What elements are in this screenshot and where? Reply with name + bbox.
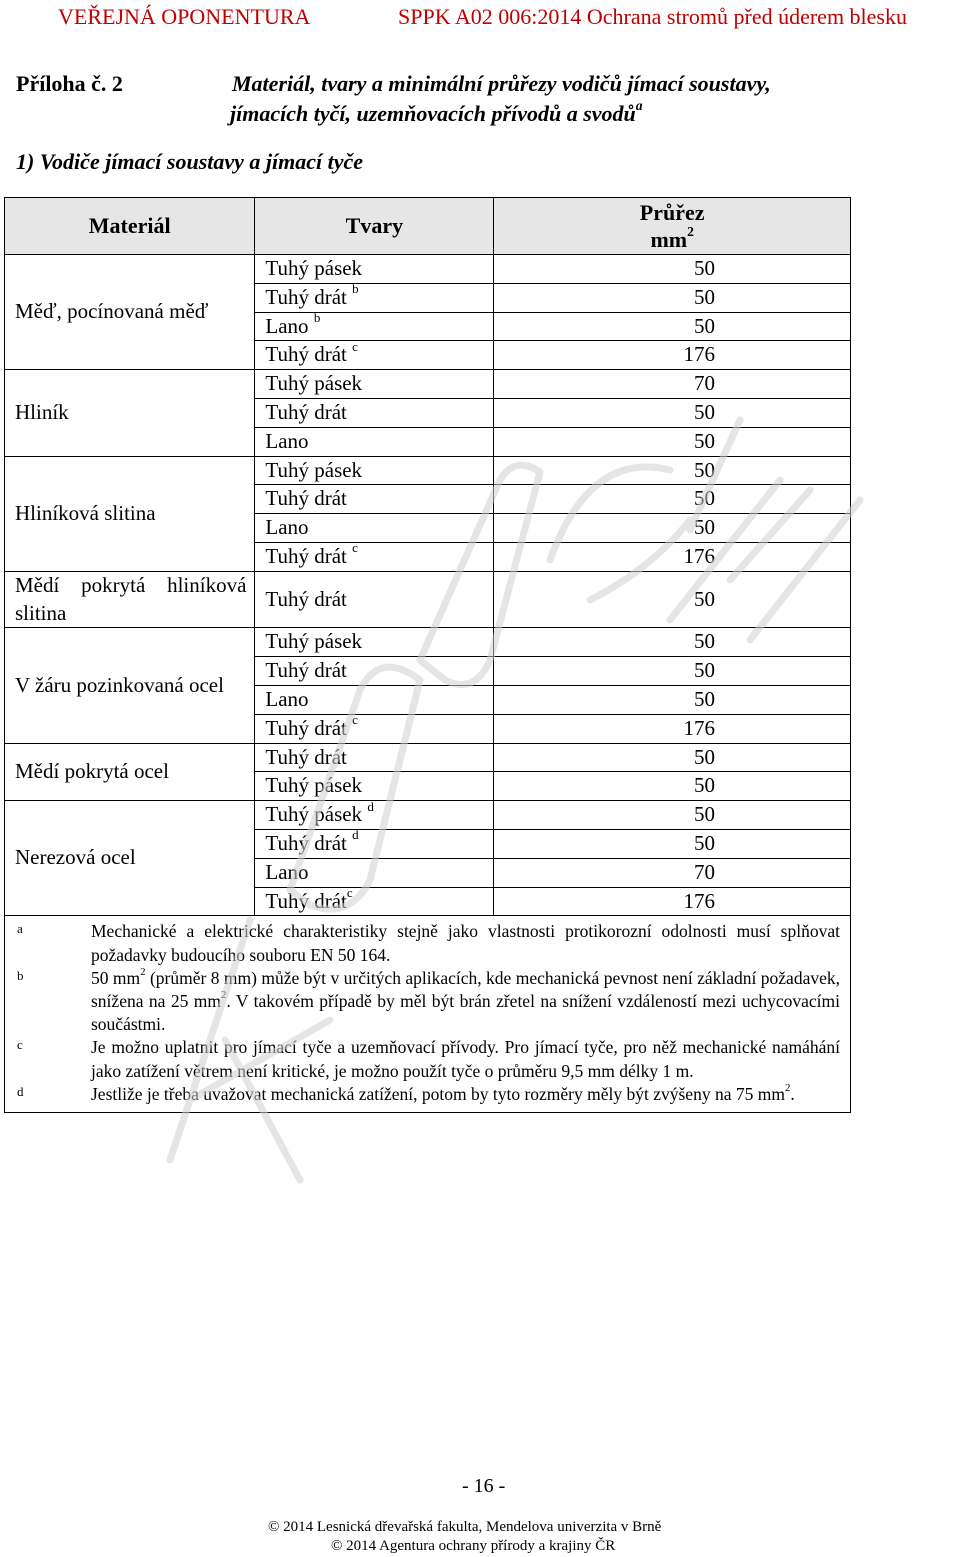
footnote-item	[17, 967, 840, 1037]
header-cross-section-unit: mm	[650, 227, 688, 252]
material-cell: Nerezová ocel	[5, 801, 255, 916]
material-cell: Hliník	[5, 370, 255, 456]
header-material: Materiál	[5, 198, 255, 255]
footer-line1: © 2014 Lesnická dřevařská fakulta, Mendelova univerzita v Brně	[268, 1519, 662, 1535]
footnote-marker: c	[17, 1037, 23, 1053]
cross-section-value: 50	[494, 312, 851, 341]
footer-line2: © 2014 Agentura ochrany přírody a krajiny ČR	[331, 1538, 616, 1554]
shape-cell	[255, 514, 494, 543]
footnote-text-part: 50 mm	[91, 967, 141, 988]
material-cell: Mědí pokrytá ocel	[5, 743, 255, 801]
table-row	[5, 571, 851, 628]
header-right: SPPK A02 006:2014 Ochrana stromů před úderem blesku	[398, 4, 907, 29]
footnote-mark: b	[313, 310, 321, 325]
shape-cell	[255, 398, 494, 427]
annex-label: Příloha č. 2	[16, 71, 123, 96]
shape-label: Lano	[265, 428, 309, 453]
shape-label: Lano	[265, 515, 309, 540]
shape-cell	[255, 427, 494, 456]
shape-cell	[255, 772, 494, 801]
table-header-row	[5, 198, 851, 255]
cross-section-value: 50	[494, 571, 851, 628]
shape-cell	[255, 485, 494, 514]
footnote-text-part: Jestliže je třeba uvažovat mechanická zatížení, potom by tyto rozměry měly být zvýšeny na 75 mm	[91, 1083, 785, 1104]
footnote-mark: b	[352, 281, 359, 297]
cross-section-value: 50	[494, 657, 851, 686]
footnote-text-part: (průměr 8 mm) může být v určitých aplikacích, kde mechanická pevnost není základní požadavek, snížena na 25 mm	[91, 967, 840, 1011]
footnote-mark: c	[352, 540, 358, 556]
superscript: 2	[140, 965, 146, 978]
shape-label: Tuhý drát	[265, 342, 347, 367]
table-row	[5, 743, 851, 772]
header-cross-section-label: Průřez	[639, 200, 705, 225]
footnote-marker: b	[17, 967, 24, 983]
footnote-text-part: .	[790, 1083, 795, 1104]
cross-section-value: 176	[494, 542, 851, 571]
shape-cell	[255, 312, 494, 341]
footnote-mark: d	[352, 827, 359, 843]
shape-label: Tuhý drát	[265, 888, 347, 913]
cross-section-value: 50	[494, 283, 851, 312]
table-row	[5, 255, 851, 284]
superscript: 2	[220, 988, 227, 1001]
footnote-text	[91, 967, 840, 1037]
shape-label: Lano	[265, 686, 309, 711]
shape-label: Tuhý drát	[265, 658, 347, 683]
shape-cell	[255, 714, 494, 743]
shape-label: Lano	[265, 859, 309, 884]
shape-label: Tuhý pásek	[265, 371, 363, 396]
materials-table	[4, 197, 851, 1113]
cross-section-value: 50	[494, 772, 851, 801]
footnote-marker: a	[17, 921, 23, 937]
table-row	[5, 801, 851, 830]
cross-section-value: 50	[494, 456, 851, 485]
shape-cell	[255, 685, 494, 714]
shape-label: Tuhý drát	[265, 486, 347, 511]
section-heading: 1) Vodiče jímací soustavy a jímací tyče	[16, 149, 364, 174]
footnote-mark: c	[352, 338, 358, 354]
cross-section-value: 50	[494, 801, 851, 830]
shape-label: Tuhý pásek	[265, 629, 363, 654]
header-left: VEŘEJNÁ OPONENTURA	[58, 4, 311, 29]
shape-cell	[255, 255, 494, 284]
footnote-item	[17, 920, 840, 966]
shape-cell	[255, 798, 494, 830]
shape-label: Lano	[265, 313, 309, 338]
header-cross-section	[494, 198, 851, 255]
cross-section-value: 70	[494, 858, 851, 887]
cross-section-value: 50	[494, 398, 851, 427]
cross-section-value: 50	[494, 628, 851, 657]
table-row	[5, 628, 851, 657]
shape-cell	[255, 657, 494, 686]
shape-label: Tuhý pásek	[265, 256, 363, 280]
shape-label: Tuhý drát	[265, 586, 347, 611]
cross-section-value: 50	[494, 743, 851, 772]
shape-label: Tuhý drát	[265, 715, 347, 740]
footnote-text-part: Je možno uplatnit pro jímací tyče a uzemňovací přívody. Pro jímací tyče, pro něž mechanické namáhání jako zatížení větrem není kritické, je možno použít tyče o průměru 9,5 mm délky 1 m.	[91, 1037, 840, 1081]
cross-section-value: 50	[494, 485, 851, 514]
shape-cell	[255, 628, 494, 657]
cross-section-value: 50	[494, 685, 851, 714]
shape-label: Tuhý drát	[265, 830, 347, 855]
cross-section-value: 50	[494, 255, 851, 284]
shape-cell	[255, 542, 494, 571]
notes-row	[5, 916, 851, 1113]
footnote-text	[91, 1036, 840, 1082]
footnote-marker: d	[17, 1083, 24, 1099]
page-number: - 16 -	[462, 1475, 506, 1497]
footnote-mark: d	[367, 798, 374, 814]
footnote-text	[91, 920, 840, 966]
footnote-mark: c	[352, 712, 358, 728]
footnote-text	[91, 1083, 840, 1106]
shape-label: Tuhý pásek	[265, 773, 363, 798]
shape-cell	[255, 456, 494, 485]
cross-section-value: 176	[494, 887, 851, 916]
header-shape: Tvary	[255, 198, 494, 255]
material-cell: Měď, pocínovaná měď	[5, 255, 255, 370]
cross-section-value: 70	[494, 370, 851, 399]
material-cell: V žáru pozinkovaná ocel	[5, 628, 255, 743]
shape-label: Tuhý drát	[265, 744, 347, 769]
cross-section-value: 50	[494, 514, 851, 543]
footnote-mark: c	[346, 884, 353, 900]
footnote-text-part: . V takovém případě by měl být brán zřetel na snížení vzdáleností mezi uchycovacími součástmi.	[91, 990, 840, 1035]
cross-section-value: 176	[494, 714, 851, 743]
footnote-text-part: Mechanické a elektrické charakteristiky stejně jako vlastnosti protikorozní odolnosti musí splňovat požadavky budoucího souboru EN 50 164.	[91, 921, 840, 965]
shape-label: Tuhý drát	[265, 399, 347, 424]
shape-label: Tuhý drát	[265, 284, 347, 309]
table-body	[5, 255, 851, 916]
shape-cell	[255, 884, 494, 916]
table-row	[5, 456, 851, 485]
cross-section-value: 176	[494, 341, 851, 370]
shape-label: Tuhý drát	[265, 543, 347, 568]
annex-title-line2-text: jímacích tyčí, uzemňovacích přívodů a svodů	[230, 101, 636, 126]
shape-label: Tuhý pásek	[265, 457, 363, 482]
material-cell: Mědí pokrytá hliníková slitina	[5, 571, 255, 628]
shape-cell	[255, 283, 494, 312]
shape-cell	[255, 370, 494, 399]
shape-cell	[255, 338, 494, 370]
shape-cell	[255, 743, 494, 772]
shape-label: Tuhý pásek	[265, 802, 363, 827]
cross-section-value: 50	[494, 829, 851, 858]
shape-cell	[255, 571, 494, 628]
superscript: 2	[784, 1081, 791, 1094]
cross-section-value: 50	[494, 427, 851, 456]
footnote-item	[17, 1036, 840, 1082]
table-row	[5, 370, 851, 399]
footnotes	[5, 916, 851, 1113]
annex-title-footnote-mark: a	[635, 97, 643, 113]
shape-cell	[255, 858, 494, 887]
annex-title-line1: Materiál, tvary a minimální průřezy vodičů jímací soustavy,	[232, 71, 771, 96]
material-cell: Hliníková slitina	[5, 456, 255, 571]
annex-title-line2	[230, 97, 643, 127]
shape-cell	[255, 829, 494, 858]
header-cross-section-exp: 2	[687, 223, 694, 239]
footnote-item	[17, 1083, 840, 1106]
